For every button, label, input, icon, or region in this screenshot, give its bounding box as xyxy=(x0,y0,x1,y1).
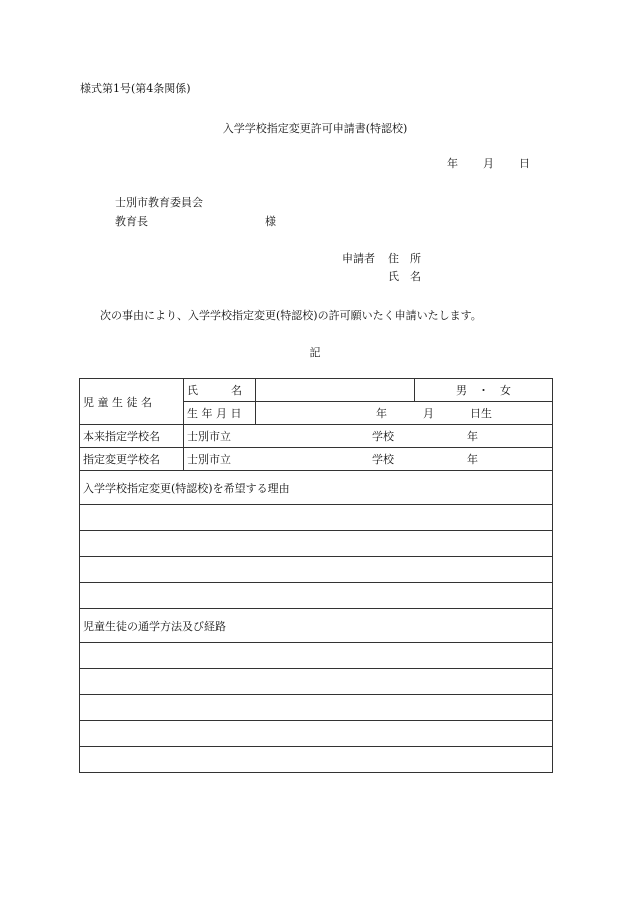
gender-field[interactable] xyxy=(415,379,553,402)
reason-label: 入学学校指定変更(特認校)を希望する理由 xyxy=(80,471,553,505)
application-form-table xyxy=(79,378,553,773)
date-line xyxy=(447,157,530,171)
commute-label: 児童生徒の通学方法及び経路 xyxy=(80,609,553,643)
dob-month: 月 xyxy=(423,407,434,420)
original-school-suffix: 学校 xyxy=(372,430,394,443)
commute-line[interactable] xyxy=(80,695,553,721)
commute-header-row xyxy=(80,609,553,643)
document-title: 入学学校指定変更許可申請書(特認校) xyxy=(222,122,408,135)
ki-heading: 記 xyxy=(309,346,321,359)
recipient-title: 教育長 xyxy=(115,215,148,228)
commute-line[interactable] xyxy=(80,669,553,695)
original-school-city: 士別市立 xyxy=(187,430,231,443)
dob-year: 年 xyxy=(376,407,387,420)
original-school-field[interactable] xyxy=(184,425,553,448)
dob-label: 生 年 月 日 xyxy=(184,402,256,425)
reason-line[interactable] xyxy=(80,583,553,609)
form-number: 様式第1号(第4条関係) xyxy=(80,82,191,95)
changed-school-suffix: 学校 xyxy=(372,453,394,466)
commute-line[interactable] xyxy=(80,747,553,773)
commute-line[interactable] xyxy=(80,643,553,669)
date-year: 年 xyxy=(447,157,458,170)
reason-line[interactable] xyxy=(80,557,553,583)
date-day: 日 xyxy=(519,157,530,170)
original-school-label: 本来指定学校名 xyxy=(80,425,184,448)
recipient-honorific: 様 xyxy=(265,215,276,228)
name-label: 氏 名 xyxy=(184,379,256,402)
recipient-organization: 士別市教育委員会 xyxy=(115,196,203,209)
changed-school-row xyxy=(80,448,553,471)
student-label: 児 童 生 徒 名 xyxy=(80,379,184,425)
name-field[interactable] xyxy=(256,379,415,402)
original-school-row xyxy=(80,425,553,448)
applicant-label: 申請者 xyxy=(342,252,375,265)
dob-day: 日生 xyxy=(470,407,492,420)
intro-text: 次の事由により、入学学校指定変更(特認校)の許可願いたく申請いたします。 xyxy=(100,309,482,322)
original-school-grade: 年 xyxy=(467,430,478,443)
applicant-address-label: 住 所 xyxy=(388,252,421,265)
reason-line[interactable] xyxy=(80,531,553,557)
applicant-name-label: 氏 名 xyxy=(388,270,421,283)
gender-options: 男 ・ 女 xyxy=(456,384,511,397)
dob-field[interactable] xyxy=(256,402,553,425)
reason-line[interactable] xyxy=(80,505,553,531)
changed-school-city: 士別市立 xyxy=(187,453,231,466)
reason-header-row xyxy=(80,471,553,505)
date-month: 月 xyxy=(483,157,494,170)
commute-line[interactable] xyxy=(80,721,553,747)
changed-school-field[interactable] xyxy=(184,448,553,471)
changed-school-label: 指定変更学校名 xyxy=(80,448,184,471)
student-name-row xyxy=(80,379,553,402)
changed-school-grade: 年 xyxy=(467,453,478,466)
